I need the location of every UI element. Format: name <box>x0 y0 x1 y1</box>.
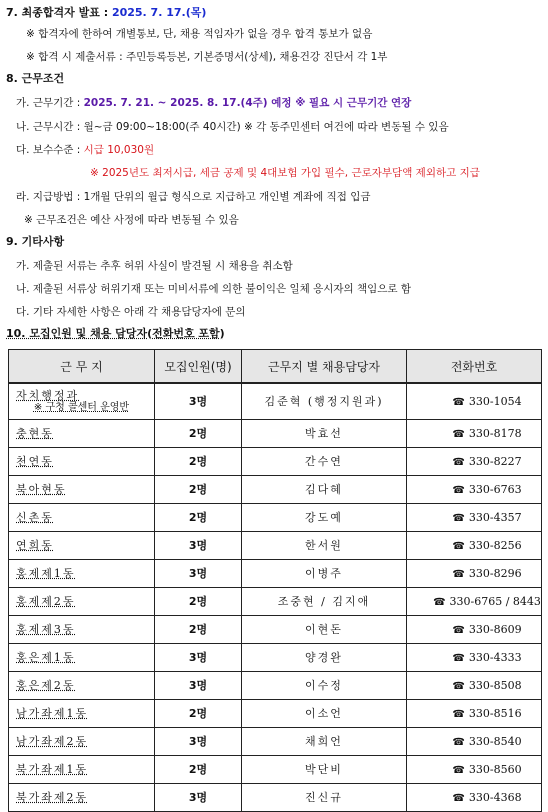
location-name: 천연동 <box>16 455 54 468</box>
table-row <box>9 671 542 699</box>
telephone-icon: ☎ <box>452 456 465 468</box>
phone-number: 330-6765 / 8443 <box>449 594 541 608</box>
recruit-count: 3명 <box>155 531 242 559</box>
header-location: 근 무 지 <box>9 350 155 384</box>
location-cell <box>9 671 155 699</box>
recruit-count: 3명 <box>155 783 242 811</box>
location-cell <box>9 447 155 475</box>
phone-cell <box>407 447 542 475</box>
recruit-count: 2명 <box>155 587 242 615</box>
recruit-count: 2명 <box>155 699 242 727</box>
recruit-count: 2명 <box>155 615 242 643</box>
telephone-icon: ☎ <box>452 512 465 524</box>
work-period-value: 2025. 7. 21. ~ 2025. 8. 17.(4주) 예정 ※ 필요 시 근무기간 연장 <box>83 97 412 109</box>
location-name: 북가좌제2동 <box>16 791 89 804</box>
pay-level-value: 시급 10,030원 <box>83 144 155 156</box>
recruit-count: 3명 <box>155 383 242 419</box>
phone-cell <box>407 643 542 671</box>
phone-number: 330-8296 <box>468 566 522 580</box>
location-name: 연희동 <box>16 539 54 552</box>
phone-number: 330-1054 <box>468 394 522 408</box>
phone-cell <box>407 699 542 727</box>
table-row <box>9 383 542 419</box>
section8-heading: 8. 근무조건 <box>6 72 65 85</box>
telephone-icon: ☎ <box>452 568 465 580</box>
s7-note-1: ※ 합격자에 한하여 개별통보, 단, 채용 적임자가 없을 경우 합격 통보가 없음 <box>26 28 373 40</box>
announcement-date: 2025. 7. 17.(목) <box>111 6 207 19</box>
location-name: 홍은제2동 <box>16 679 76 692</box>
contact-person: 김다혜 <box>242 475 407 503</box>
telephone-icon: ☎ <box>452 624 465 636</box>
table-row <box>9 503 542 531</box>
section7-heading <box>6 6 206 20</box>
phone-cell <box>407 503 542 531</box>
pay-note: ※ 2025년도 최저시급, 세금 공제 및 4대보험 가입 필수, 근로자부담액 제외하고 지급 <box>90 167 480 179</box>
table-row <box>9 783 542 811</box>
recruit-count: 2명 <box>155 419 242 447</box>
phone-number: 330-4368 <box>468 790 522 804</box>
phone-number: 330-8609 <box>468 622 522 636</box>
table-row <box>9 643 542 671</box>
telephone-icon: ☎ <box>452 792 465 804</box>
work-period <box>16 96 411 110</box>
pay-level-label: 다. 보수수준 : <box>16 144 84 156</box>
location-cell <box>9 587 155 615</box>
telephone-icon: ☎ <box>452 736 465 748</box>
phone-cell <box>407 559 542 587</box>
location-cell <box>9 475 155 503</box>
table-row <box>9 727 542 755</box>
phone-cell <box>407 587 542 615</box>
contact-person: 한서원 <box>242 531 407 559</box>
phone-cell <box>407 671 542 699</box>
phone-cell <box>407 615 542 643</box>
s7-note-2: ※ 합격 시 제출서류 : 주민등록등본, 기본증명서(상세), 채용건강 진단서 각 1부 <box>26 51 388 63</box>
section10-heading: 10. 모집인원 및 채용 담당자(전화번호 포함) <box>6 327 225 340</box>
location-name: 홍은제1동 <box>16 651 76 664</box>
telephone-icon: ☎ <box>452 708 465 720</box>
location-cell <box>9 755 155 783</box>
phone-number: 330-8256 <box>468 538 522 552</box>
table-row <box>9 559 542 587</box>
contact-person: 간수연 <box>242 447 407 475</box>
contact-person: 이병주 <box>242 559 407 587</box>
phone-cell <box>407 475 542 503</box>
telephone-icon: ☎ <box>452 484 465 496</box>
location-cell <box>9 559 155 587</box>
location-name: 홍제제3동 <box>16 623 76 636</box>
table-row <box>9 699 542 727</box>
recruit-count: 2명 <box>155 475 242 503</box>
phone-number: 330-4357 <box>468 510 522 524</box>
phone-cell <box>407 727 542 755</box>
location-cell <box>9 531 155 559</box>
phone-number: 330-8540 <box>468 734 522 748</box>
contact-person: 강도예 <box>242 503 407 531</box>
recruit-count: 2명 <box>155 503 242 531</box>
location-cell <box>9 419 155 447</box>
location-name: 남가좌제2동 <box>16 735 89 748</box>
table-row <box>9 475 542 503</box>
phone-cell <box>407 755 542 783</box>
phone-cell <box>407 783 542 811</box>
phone-number: 330-8508 <box>468 678 522 692</box>
recruitment-table <box>8 349 542 812</box>
table-row <box>9 447 542 475</box>
location-name: 자치행정과 <box>16 389 80 403</box>
phone-number: 330-6763 <box>468 482 522 496</box>
contact-person: 박효선 <box>242 419 407 447</box>
location-name: 북아현동 <box>16 483 67 496</box>
table-row <box>9 755 542 783</box>
location-name: 충현동 <box>16 427 54 440</box>
table-header-row <box>9 350 542 384</box>
contact-person: 이수정 <box>242 671 407 699</box>
pay-level <box>16 143 154 157</box>
location-cell <box>9 643 155 671</box>
contact-person: 조중현 / 김지애 <box>242 587 407 615</box>
recruit-count: 3명 <box>155 671 242 699</box>
recruit-count: 3명 <box>155 727 242 755</box>
s9-item-a: 가. 제출된 서류는 추후 허위 사실이 발견될 시 채용을 취소함 <box>16 260 293 272</box>
telephone-icon: ☎ <box>452 396 465 408</box>
phone-number: 330-8178 <box>468 426 522 440</box>
work-period-label: 가. 근무기간 : <box>16 97 84 109</box>
pay-method: 라. 지급방법 : 1개월 단위의 월급 형식으로 지급하고 개인별 계좌에 직접 입금 <box>16 191 371 203</box>
contact-person: 양경완 <box>242 643 407 671</box>
s8-note: ※ 근무조건은 예산 사정에 따라 변동될 수 있음 <box>24 214 239 226</box>
contact-person: 김준혁 (행정지원과) <box>242 383 407 419</box>
location-cell <box>9 699 155 727</box>
location-name: 홍제제2동 <box>16 595 76 608</box>
phone-number: 330-4333 <box>468 650 522 664</box>
location-cell <box>9 383 155 419</box>
contact-person: 진신규 <box>242 783 407 811</box>
s9-item-b: 나. 제출된 서류상 허위기재 또는 미비서류에 의한 불이익은 일체 응시자의 책임으로 함 <box>16 283 412 295</box>
section9-heading: 9. 기타사항 <box>6 235 65 248</box>
section7-heading-label: 7. 최종합격자 발표 : <box>6 6 112 19</box>
telephone-icon: ☎ <box>452 680 465 692</box>
location-cell <box>9 503 155 531</box>
table-row <box>9 419 542 447</box>
telephone-icon: ☎ <box>452 540 465 552</box>
location-name: 북가좌제1동 <box>16 763 89 776</box>
telephone-icon: ☎ <box>433 596 446 608</box>
telephone-icon: ☎ <box>452 764 465 776</box>
recruit-count: 3명 <box>155 643 242 671</box>
header-contact: 근무지 별 채용담당자 <box>242 350 407 384</box>
s9-item-c: 다. 기타 자세한 사항은 아래 각 채용담당자에 문의 <box>16 306 246 318</box>
header-phone: 전화번호 <box>407 350 542 384</box>
recruit-count: 3명 <box>155 559 242 587</box>
location-name: 홍제제1동 <box>16 567 76 580</box>
location-cell <box>9 615 155 643</box>
table-row <box>9 531 542 559</box>
work-hours: 나. 근무시간 : 월~금 09:00~18:00(주 40시간) ※ 각 동주민센터 여건에 따라 변동될 수 있음 <box>16 121 449 133</box>
phone-number: 330-8516 <box>468 706 522 720</box>
recruit-count: 2명 <box>155 755 242 783</box>
contact-person: 이현돈 <box>242 615 407 643</box>
location-cell <box>9 783 155 811</box>
contact-person: 박단비 <box>242 755 407 783</box>
contact-person: 채희언 <box>242 727 407 755</box>
header-count: 모집인원(명) <box>155 350 242 384</box>
phone-number: 330-8560 <box>468 762 522 776</box>
table-row <box>9 587 542 615</box>
phone-number: 330-8227 <box>468 454 522 468</box>
location-subtitle: ※ 구청 콜센터 운영반 <box>33 402 130 414</box>
location-cell <box>9 727 155 755</box>
phone-cell <box>407 383 542 419</box>
contact-person: 이소언 <box>242 699 407 727</box>
telephone-icon: ☎ <box>452 428 465 440</box>
telephone-icon: ☎ <box>452 652 465 664</box>
recruit-count: 2명 <box>155 447 242 475</box>
phone-cell <box>407 531 542 559</box>
table-row <box>9 615 542 643</box>
location-name: 남가좌제1동 <box>16 707 89 720</box>
phone-cell <box>407 419 542 447</box>
location-name: 신촌동 <box>16 511 54 524</box>
